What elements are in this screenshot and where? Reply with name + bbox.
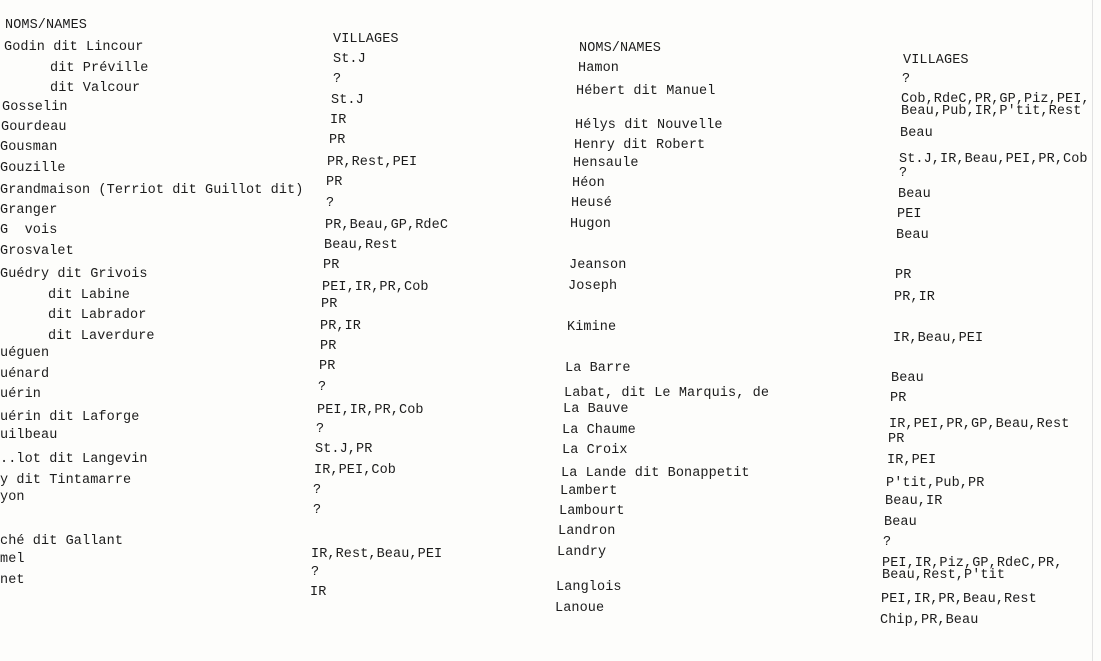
village-entry: PR,IR bbox=[894, 290, 936, 305]
name-entry: Hugon bbox=[570, 217, 612, 232]
name-entry: Lambourt bbox=[559, 504, 625, 519]
village-entry: ? bbox=[311, 565, 320, 580]
name-entry: Gousman bbox=[0, 140, 58, 155]
village-entry: IR,Beau,PEI bbox=[893, 331, 984, 346]
name-entry: Henry dit Robert bbox=[574, 138, 706, 153]
village-entry: Beau bbox=[884, 515, 917, 530]
name-entry: Kimine bbox=[567, 320, 617, 335]
name-entry: Landry bbox=[557, 545, 607, 560]
village-entry: IR,PEI,Cob bbox=[314, 463, 397, 478]
name-entry: uéguen bbox=[0, 346, 50, 361]
name-entry: Labat, dit Le Marquis, de bbox=[564, 386, 770, 401]
village-entry: PR bbox=[895, 268, 912, 283]
village-entry: PR,IR bbox=[320, 319, 362, 334]
name-entry: Hensaule bbox=[573, 156, 639, 171]
name-entry: uilbeau bbox=[0, 428, 58, 443]
name-entry: Hébert dit Manuel bbox=[576, 84, 716, 99]
village-entry: PR bbox=[321, 297, 338, 312]
village-entry: PR bbox=[890, 391, 907, 406]
name-entry: La Croix bbox=[562, 443, 628, 458]
village-entry: PR bbox=[323, 258, 340, 273]
name-entry: Grosvalet bbox=[0, 244, 74, 259]
village-entry: PEI,IR,Piz,GP,RdeC,PR, Beau,Rest,P'tit bbox=[882, 556, 1063, 583]
village-entry: St.J bbox=[333, 52, 366, 67]
village-entry: PR,Rest,PEI bbox=[327, 155, 418, 170]
village-entry: PEI,IR,PR,Beau,Rest bbox=[881, 592, 1037, 607]
names-header: NOMS/NAMES bbox=[5, 18, 88, 33]
village-entry: ? bbox=[902, 72, 911, 87]
village-entry: Beau,IR bbox=[885, 494, 943, 509]
name-entry: yon bbox=[0, 490, 25, 505]
name-entry: G vois bbox=[0, 223, 58, 238]
village-entry: IR bbox=[310, 585, 327, 600]
village-entry: PEI,IR,PR,Cob bbox=[322, 280, 429, 295]
village-entry: ? bbox=[883, 535, 892, 550]
village-entry: Beau bbox=[891, 371, 924, 386]
village-entry: PEI,IR,PR,Cob bbox=[317, 403, 424, 418]
name-entry: Héon bbox=[572, 176, 605, 191]
name-entry: Godin dit Lincour bbox=[4, 40, 144, 55]
name-entry: mel bbox=[0, 552, 25, 567]
name-entry: dit Labine bbox=[48, 288, 131, 303]
village-entry: PEI bbox=[897, 207, 922, 222]
villages-header: VILLAGES bbox=[333, 32, 399, 47]
village-entry: Beau,Rest bbox=[324, 238, 398, 253]
village-entry: PR,Beau,GP,RdeC bbox=[325, 218, 449, 233]
village-entry: Chip,PR,Beau bbox=[880, 613, 979, 628]
name-entry: Gourdeau bbox=[1, 120, 67, 135]
village-entry: IR,PEI bbox=[887, 453, 937, 468]
village-entry: IR,Rest,Beau,PEI bbox=[311, 547, 443, 562]
village-entry: ? bbox=[899, 166, 908, 181]
name-entry: dit Labrador bbox=[48, 308, 147, 323]
name-entry: net bbox=[0, 573, 25, 588]
name-entry: uérin dit Laforge bbox=[0, 410, 140, 425]
name-entry: uénard bbox=[0, 367, 50, 382]
name-entry: La Lande dit Bonappetit bbox=[561, 466, 750, 481]
name-entry: Jeanson bbox=[569, 258, 627, 273]
name-entry: y dit Tintamarre bbox=[0, 473, 132, 488]
name-entry: uérin bbox=[0, 387, 42, 402]
village-entry: PR bbox=[320, 339, 337, 354]
village-entry: Beau bbox=[896, 228, 929, 243]
name-entry: Langlois bbox=[556, 580, 622, 595]
name-entry: La Bauve bbox=[563, 402, 629, 417]
name-entry: dit Laverdure bbox=[48, 329, 155, 344]
village-entry: Beau bbox=[900, 126, 933, 141]
name-entry: Granger bbox=[0, 203, 58, 218]
name-entry: Hélys dit Nouvelle bbox=[575, 118, 723, 133]
name-entry: Heusé bbox=[571, 196, 613, 211]
village-entry: Cob,RdeC,PR,GP,Piz,PEI, Beau,Pub,IR,P'tit,Rest bbox=[901, 92, 1090, 119]
village-entry: St.J bbox=[331, 93, 364, 108]
name-entry: dit Valcour bbox=[50, 81, 141, 96]
village-entry: PR bbox=[888, 432, 905, 447]
village-entry: ? bbox=[313, 503, 322, 518]
village-entry: St.J,IR,Beau,PEI,PR,Cob bbox=[899, 152, 1088, 167]
name-entry: ..lot dit Langevin bbox=[0, 452, 148, 467]
name-entry: Landron bbox=[558, 524, 616, 539]
village-entry: Beau bbox=[898, 187, 931, 202]
village-entry: ? bbox=[333, 72, 342, 87]
page-edge-line bbox=[1092, 0, 1093, 661]
name-entry: dit Préville bbox=[50, 61, 149, 76]
name-entry: Joseph bbox=[568, 279, 618, 294]
village-entry: PR bbox=[319, 359, 336, 374]
villages-header: VILLAGES bbox=[903, 53, 969, 68]
village-entry: IR bbox=[330, 113, 347, 128]
names-header: NOMS/NAMES bbox=[579, 41, 662, 56]
name-entry: Lanoue bbox=[555, 601, 605, 616]
name-entry: Grandmaison (Terriot dit Guillot dit) bbox=[0, 183, 304, 198]
village-entry: ? bbox=[316, 422, 325, 437]
name-entry: Guédry dit Grivois bbox=[0, 267, 148, 282]
name-entry: ché dit Gallant bbox=[0, 534, 124, 549]
name-entry: La Barre bbox=[565, 361, 631, 376]
village-entry: ? bbox=[313, 483, 322, 498]
name-entry: La Chaume bbox=[562, 423, 636, 438]
name-entry: Lambert bbox=[560, 484, 618, 499]
village-entry: PR bbox=[329, 133, 346, 148]
name-entry: Gouzille bbox=[0, 161, 66, 176]
village-entry: IR,PEI,PR,GP,Beau,Rest bbox=[889, 417, 1070, 432]
village-entry: PR bbox=[326, 175, 343, 190]
village-entry: ? bbox=[318, 380, 327, 395]
village-entry: ? bbox=[326, 196, 335, 211]
name-entry: Hamon bbox=[578, 61, 620, 76]
village-entry: St.J,PR bbox=[315, 442, 373, 457]
name-entry: Gosselin bbox=[2, 100, 68, 115]
village-entry: P'tit,Pub,PR bbox=[886, 476, 985, 491]
